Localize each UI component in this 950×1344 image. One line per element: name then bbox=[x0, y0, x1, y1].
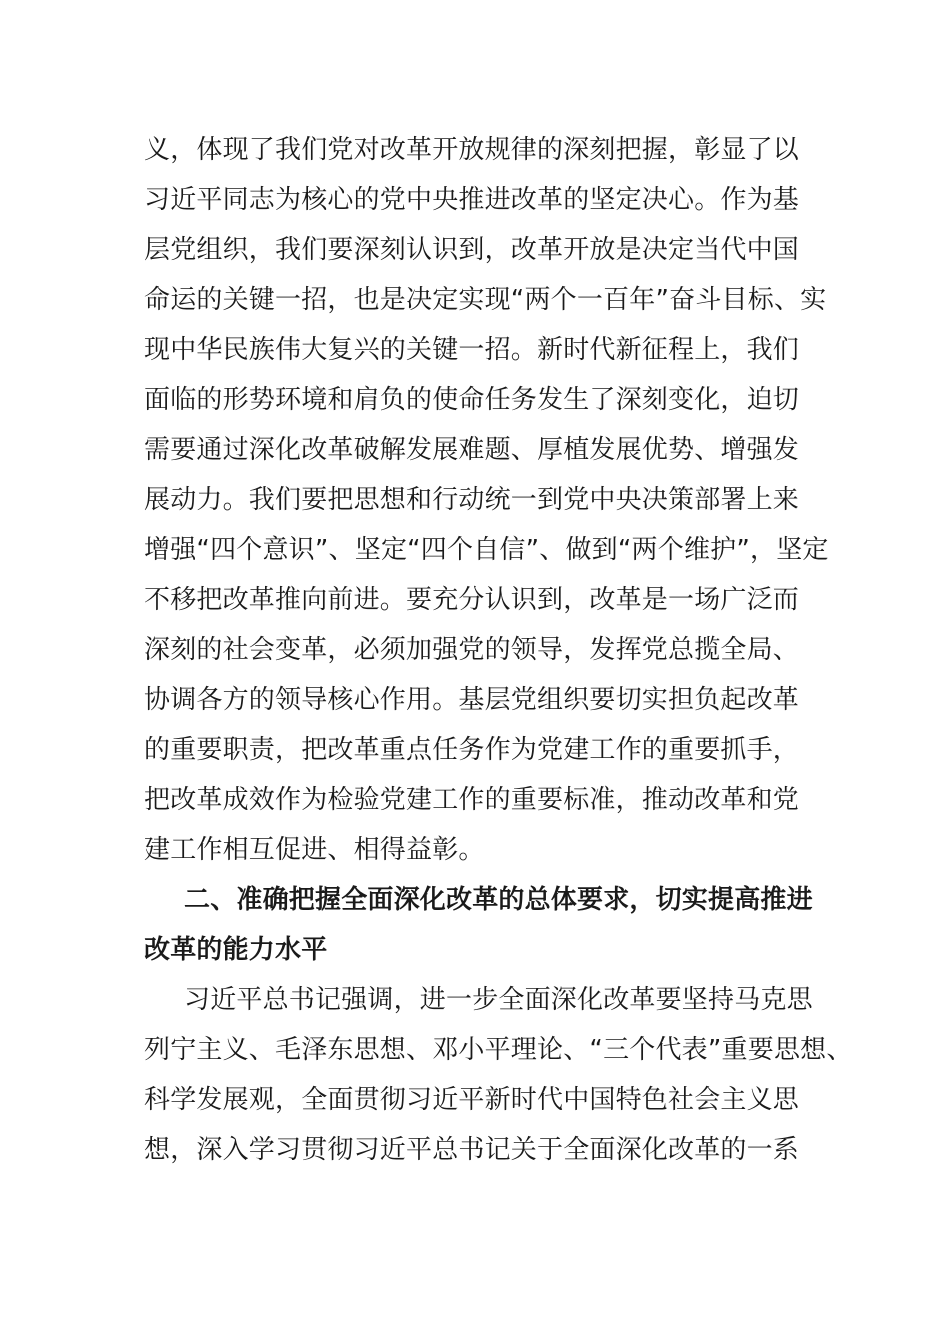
text-line: 想，深入学习贯彻习近平总书记关于全面深化改革的一系 bbox=[144, 1135, 800, 1165]
text-line: 列宁主义、毛泽东思想、邓小平理论、“三个代表”重要思想、 bbox=[144, 1035, 853, 1065]
text-line: 深刻的社会变革，必须加强党的领导，发挥党总揽全局、 bbox=[144, 635, 800, 665]
text-line: 科学发展观，全面贯彻习近平新时代中国特色社会主义思 bbox=[144, 1085, 800, 1115]
text-line: 面临的形势环境和肩负的使命任务发生了深刻变化，迫切 bbox=[144, 385, 800, 415]
text-line: 现中华民族伟大复兴的关键一招。新时代新征程上，我们 bbox=[144, 335, 800, 365]
text-line: 需要通过深化改革破解发展难题、厚植发展优势、增强发 bbox=[144, 435, 800, 465]
text-line: 增强“四个意识”、坚定“四个自信”、做到“两个维护”，坚定 bbox=[144, 535, 829, 565]
heading-line: 二、准确把握全面深化改革的总体要求，切实提高推进 bbox=[184, 885, 813, 915]
text-line: 命运的关键一招，也是决定实现“两个一百年”奋斗目标、实 bbox=[144, 285, 827, 315]
paragraph-reform-significance bbox=[144, 125, 844, 875]
text-line: 层党组织，我们要深刻认识到，改革开放是决定当代中国 bbox=[144, 235, 800, 265]
text-line: 展动力。我们要把思想和行动统一到党中央决策部署上来 bbox=[144, 485, 800, 515]
paragraph-overall-requirements bbox=[144, 975, 853, 1175]
section-heading-2 bbox=[144, 875, 844, 975]
text-line: 习近平同志为核心的党中央推进改革的坚定决心。作为基 bbox=[144, 185, 800, 215]
text-line: 习近平总书记强调，进一步全面深化改革要坚持马克思 bbox=[184, 985, 813, 1015]
text-line: 协调各方的领导核心作用。基层党组织要切实担负起改革 bbox=[144, 685, 800, 715]
text-line: 的重要职责，把改革重点任务作为党建工作的重要抓手， bbox=[144, 735, 800, 765]
text-line: 不移把改革推向前进。要充分认识到，改革是一场广泛而 bbox=[144, 585, 800, 615]
heading-line: 改革的能力水平 bbox=[144, 935, 328, 965]
document-body bbox=[144, 125, 853, 1175]
text-line: 建工作相互促进、相得益彰。 bbox=[144, 835, 485, 865]
text-line: 把改革成效作为检验党建工作的重要标准，推动改革和党 bbox=[144, 785, 800, 815]
text-line: 义，体现了我们党对改革开放规律的深刻把握，彰显了以 bbox=[144, 135, 800, 165]
